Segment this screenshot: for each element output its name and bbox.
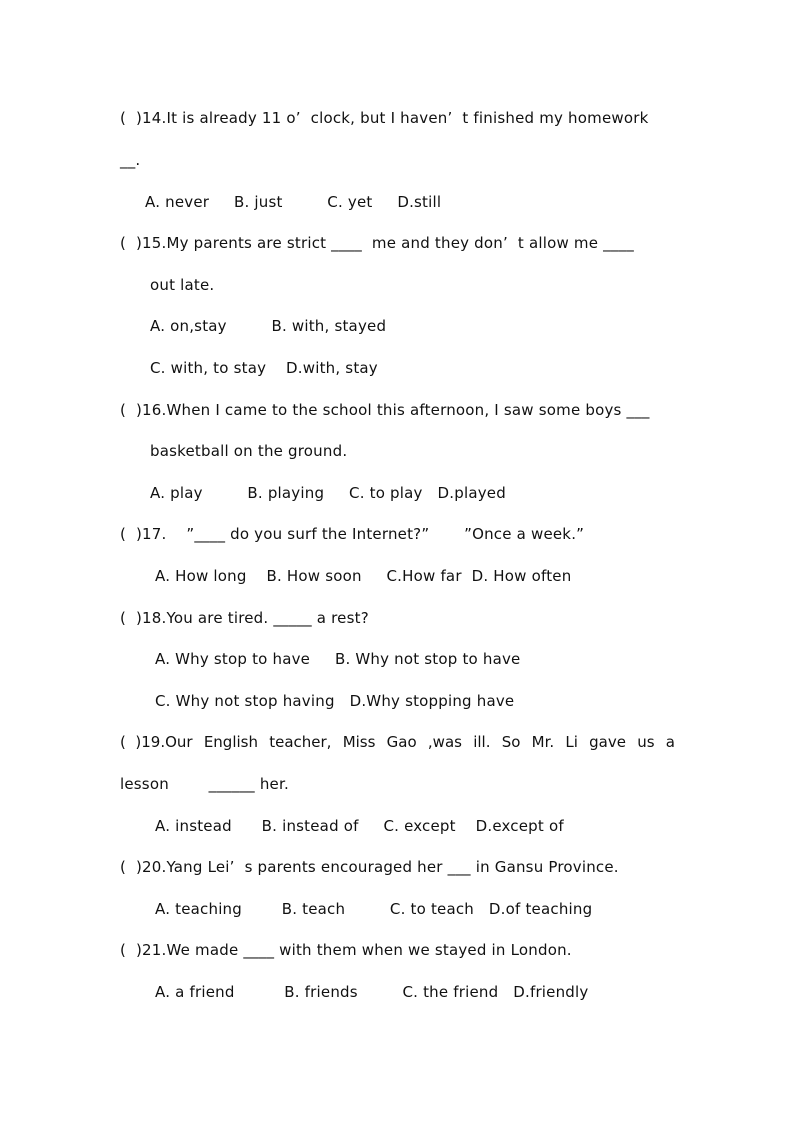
q18-options-row1: A. Why stop to have B. Why not stop to have — [155, 650, 521, 668]
q21-stem: ( )21.We made ____ with them when we stayed in London. — [120, 941, 572, 959]
q19-word: us — [637, 733, 655, 751]
q18-options-row2: C. Why not stop having D.Why stopping have — [155, 692, 515, 710]
q19-stem — [120, 732, 675, 752]
q14-stem: ( )14.It is already 11 o’ clock, but I haven’ t finished my homework — [120, 109, 649, 127]
q19-word: gave — [589, 733, 626, 751]
q17-stem: ( )17. ”____ do you surf the Internet?” ”Once a week.” — [120, 525, 585, 543]
q19-word: ill. — [473, 733, 491, 751]
q19-options: A. instead B. instead of C. except D.except of — [155, 817, 564, 835]
q19-word: a — [665, 733, 675, 751]
q19-word: ( )19.Our — [120, 733, 193, 751]
q18-stem: ( )18.You are tired. _____ a rest? — [120, 609, 369, 627]
q15-options-row2: C. with, to stay D.with, stay — [150, 359, 378, 377]
q15-options-row1: A. on,stay B. with, stayed — [150, 317, 387, 335]
q20-stem: ( )20.Yang Lei’ s parents encouraged her ___ in Gansu Province. — [120, 858, 619, 876]
q19-word: Miss — [342, 733, 376, 751]
q17-options: A. How long B. How soon C.How far D. How often — [155, 567, 572, 585]
q19-stem-continuation: lesson ______ her. — [120, 775, 289, 793]
q19-word: Mr. — [531, 733, 555, 751]
q15-stem-continuation: out late. — [150, 276, 215, 294]
q14-stem-continuation: __. — [120, 151, 141, 169]
q16-stem: ( )16.When I came to the school this afternoon, I saw some boys ___ — [120, 401, 650, 419]
q21-options: A. a friend B. friends C. the friend D.friendly — [155, 983, 589, 1001]
q16-stem-continuation: basketball on the ground. — [150, 442, 348, 460]
q20-options: A. teaching B. teach C. to teach D.of teaching — [155, 900, 593, 918]
q19-word: So — [501, 733, 521, 751]
q19-word: English — [203, 733, 258, 751]
q19-word: Li — [565, 733, 578, 751]
q19-word: Gao — [386, 733, 417, 751]
q15-stem: ( )15.My parents are strict ____ me and they don’ t allow me ____ — [120, 234, 634, 252]
q14-options: A. never B. just C. yet D.still — [145, 193, 442, 211]
q19-word: teacher, — [269, 733, 332, 751]
q16-options: A. play B. playing C. to play D.played — [150, 484, 506, 502]
q19-word: ,was — [427, 733, 462, 751]
